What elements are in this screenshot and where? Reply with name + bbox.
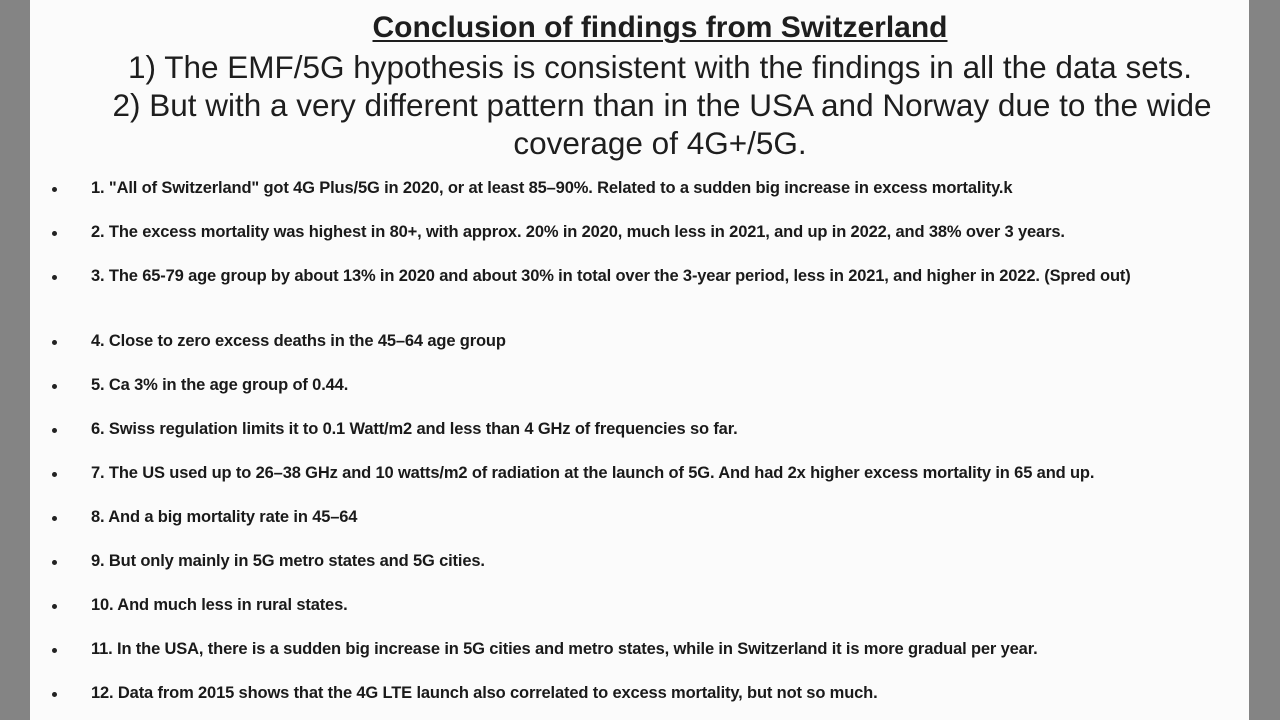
bullet-icon [52, 275, 57, 280]
bullet-icon [52, 384, 57, 389]
slide [30, 0, 1249, 720]
subtitle-line-2: 2) But with a very different pattern than in the USA and Norway due to the wide [112, 87, 1212, 123]
subtitle-line-1: 1) The EMF/5G hypothesis is consistent with the findings in all the data sets. [128, 49, 1192, 85]
list-item-text: 12. Data from 2015 shows that the 4G LTE launch also correlated to excess mortality, but not so much. [91, 684, 878, 702]
bullet-icon [52, 231, 57, 236]
bullet-icon [52, 648, 57, 653]
list-item-text: 9. But only mainly in 5G metro states and 5G cities. [91, 552, 485, 570]
list-item-text: 3. The 65-79 age group by about 13% in 2020 and about 30% in total over the 3-year period, less in 2021, and higher in 2022. (Spred out) [91, 267, 1131, 285]
list-item-text: 6. Swiss regulation limits it to 0.1 Watt/m2 and less than 4 GHz of frequencies so far. [91, 420, 738, 438]
list-item-text: 8. And a big mortality rate in 45–64 [91, 508, 358, 526]
list-item-text: 10. And much less in rural states. [91, 596, 348, 614]
bullet-icon [52, 560, 57, 565]
list-item-text: 11. In the USA, there is a sudden big increase in 5G cities and metro states, while in Switzerland it is more gradual per year. [91, 640, 1038, 658]
bullet-icon [52, 472, 57, 477]
bullet-icon [52, 692, 57, 697]
list-item-text: 1. "All of Switzerland" got 4G Plus/5G in 2020, or at least 85–90%. Related to a sudden big increase in excess mortality.k [91, 179, 1013, 197]
list-item-text: 7. The US used up to 26–38 GHz and 10 watts/m2 of radiation at the launch of 5G. And had 2x higher excess mortality in 65 and up. [91, 464, 1095, 482]
bullet-icon [52, 187, 57, 192]
bullet-icon [52, 428, 57, 433]
bullet-icon [52, 604, 57, 609]
subtitle-line-3: coverage of 4G+/5G. [513, 125, 807, 161]
list-item-text: 4. Close to zero excess deaths in the 45–64 age group [91, 332, 506, 350]
list-item-text: 5. Ca 3% in the age group of 0.44. [91, 376, 349, 394]
bullet-icon [52, 340, 57, 345]
slide-title: Conclusion of findings from Switzerland [372, 11, 948, 44]
bullet-icon [52, 516, 57, 521]
list-item-text: 2. The excess mortality was highest in 80+, with approx. 20% in 2020, much less in 2021, and up in 2022, and 38% over 3 years. [91, 223, 1065, 241]
